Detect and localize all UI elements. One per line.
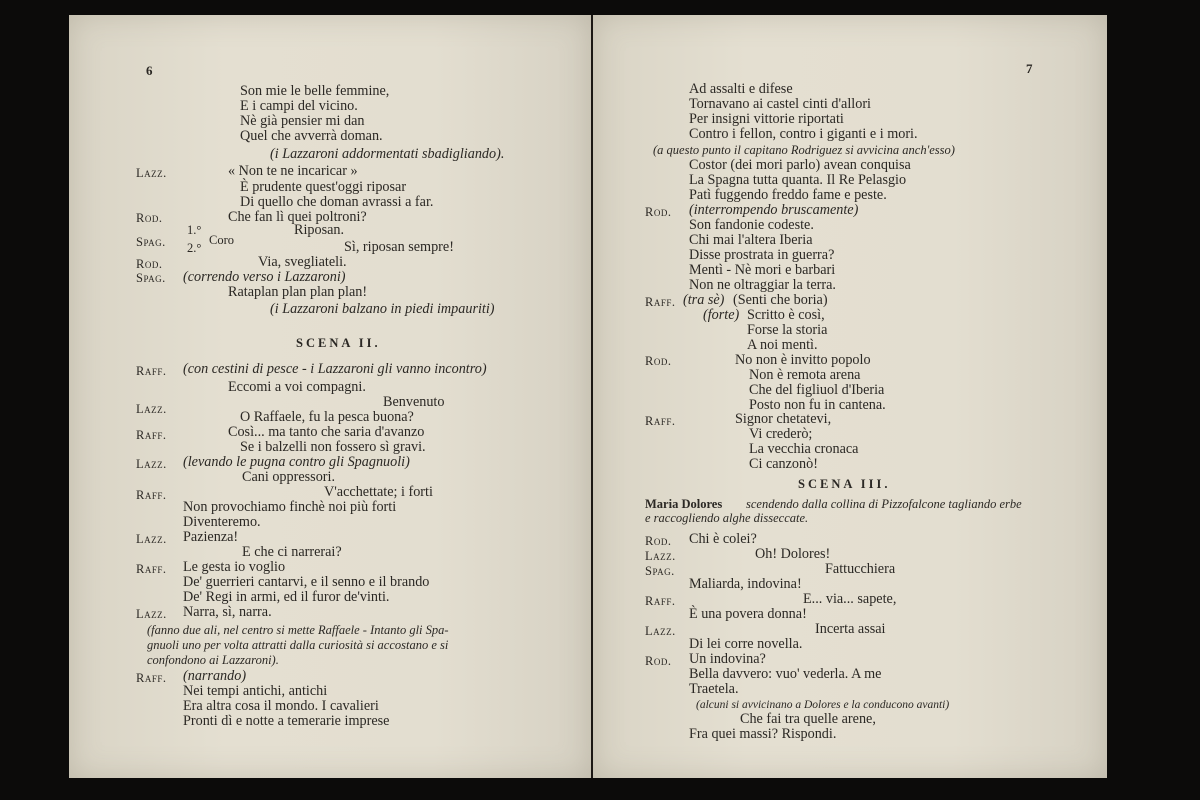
stage-direction: (fanno due ali, nel centro si mette Raffaele - Intanto gli Spa- bbox=[147, 623, 449, 637]
stage-direction: confondono ai Lazzaroni). bbox=[147, 653, 279, 667]
verse-line: Le gesta io voglio bbox=[183, 559, 286, 575]
stage-direction: (a questo punto il capitano Rodriguez si avvicina anch'esso) bbox=[653, 143, 955, 157]
verse-line: No non è invitto popolo bbox=[735, 352, 871, 368]
left-page bbox=[69, 15, 591, 778]
speaker-label: Spag. bbox=[645, 564, 675, 578]
verse-line: (Senti che boria) bbox=[733, 292, 828, 308]
verse-line: Che del figliuol d'Iberia bbox=[749, 382, 885, 398]
verse-line: Così... ma tanto che saria d'avanzo bbox=[228, 424, 425, 440]
stage-direction: gnuoli uno per volta attratti dalla curiosità si accostano e si bbox=[147, 638, 449, 652]
verse-line: Pazienza! bbox=[183, 529, 239, 545]
speaker-label: Rod. bbox=[645, 205, 672, 219]
verse-line: Di lei corre novella. bbox=[689, 636, 803, 652]
scene-heading: SCENA III. bbox=[798, 477, 891, 491]
verse-line: Riposan. bbox=[294, 222, 345, 238]
speaker-label: Rod. bbox=[136, 211, 163, 225]
verse-line: Che fan lì quei poltroni? bbox=[228, 209, 367, 225]
stage-direction: (levando le pugna contro gli Spagnuoli) bbox=[183, 454, 410, 470]
verse-line: Disse prostrata in guerra? bbox=[689, 247, 835, 263]
speaker-label: Rod. bbox=[136, 257, 163, 271]
verse-line: « Non te ne incaricar » bbox=[228, 163, 358, 179]
verse-line: Fra quei massi? Rispondi. bbox=[689, 726, 837, 742]
scene-heading: SCENA II. bbox=[296, 336, 381, 350]
verse-line: Patì fuggendo freddo fame e peste. bbox=[689, 187, 887, 203]
verse-line: Nè già pensier mi dan bbox=[240, 113, 365, 129]
verse-line: Fattucchiera bbox=[825, 561, 896, 577]
verse-line: Un indovina? bbox=[689, 651, 766, 667]
verse-line: De' Regi in armi, ed il furor de'vinti. bbox=[183, 589, 390, 605]
stage-direction: scendendo dalla collina di Pizzofalcone tagliando erbe bbox=[746, 497, 1022, 511]
verse-line: Forse la storia bbox=[747, 322, 828, 338]
verse-line: V'acchettate; i forti bbox=[324, 484, 433, 500]
speaker-label: Raff. bbox=[136, 428, 167, 442]
speaker-label: Raff. bbox=[136, 364, 167, 378]
verse-line: Diventeremo. bbox=[183, 514, 261, 530]
right-page bbox=[593, 15, 1107, 778]
verse-line: Se i balzelli non fossero sì gravi. bbox=[240, 439, 426, 455]
stage-direction: (forte) bbox=[703, 307, 740, 323]
speaker-label: Raff. bbox=[136, 488, 167, 502]
chorus-number: 1.° bbox=[187, 223, 202, 237]
stage-direction: (i Lazzaroni balzano in piedi impauriti) bbox=[270, 301, 495, 317]
speaker-label: Raff. bbox=[136, 562, 167, 576]
verse-line: E... via... sapete, bbox=[803, 591, 897, 607]
verse-line: Signor chetatevi, bbox=[735, 411, 832, 427]
verse-line: Ad assalti e difese bbox=[689, 81, 793, 97]
speaker-label: Raff. bbox=[645, 414, 676, 428]
verse-line: Di quello che doman avrassi a far. bbox=[240, 194, 434, 210]
character-name: Maria Dolores bbox=[645, 497, 723, 511]
verse-line: Son fandonie codeste. bbox=[689, 217, 814, 233]
page-number: 7 bbox=[1026, 61, 1033, 76]
chorus-label: Coro bbox=[209, 233, 234, 247]
verse-line: È prudente quest'oggi riposar bbox=[240, 179, 407, 195]
verse-line: Non ne oltraggiar la terra. bbox=[689, 277, 836, 293]
verse-line: A noi mentì. bbox=[747, 337, 818, 353]
verse-line: Bella davvero: vuo' vederla. A me bbox=[689, 666, 882, 682]
stage-direction: (interrompendo bruscamente) bbox=[689, 202, 859, 218]
speaker-label: Lazz. bbox=[136, 402, 167, 416]
verse-line: Per insigni vittorie riportati bbox=[689, 111, 844, 127]
verse-line: Maliarda, indovina! bbox=[689, 576, 802, 592]
speaker-label: Lazz. bbox=[136, 607, 167, 621]
speaker-label: Rod. bbox=[645, 534, 672, 548]
stage-direction: (alcuni si avvicinano a Dolores e la conducono avanti) bbox=[696, 699, 950, 711]
verse-line: Contro i fellon, contro i giganti e i mori. bbox=[689, 126, 918, 142]
stage-direction: (con cestini di pesce - i Lazzaroni gli vanno incontro) bbox=[183, 361, 487, 377]
verse-line: Tornavano ai castel cinti d'allori bbox=[689, 96, 871, 112]
verse-line: La Spagna tutta quanta. Il Re Pelasgio bbox=[689, 172, 907, 188]
page-number: 6 bbox=[146, 63, 153, 78]
verse-line: E che ci narrerai? bbox=[242, 544, 342, 560]
speaker-label: Raff. bbox=[645, 295, 676, 309]
speaker-label: Lazz. bbox=[136, 457, 167, 471]
speaker-label: Raff. bbox=[136, 671, 167, 685]
verse-line: Sì, riposan sempre! bbox=[344, 239, 454, 255]
verse-line: Quel che avverrà doman. bbox=[240, 128, 383, 144]
verse-line: O Raffaele, fu la pesca buona? bbox=[240, 409, 414, 425]
verse-line: Son mie le belle femmine, bbox=[240, 83, 390, 99]
speaker-label: Rod. bbox=[645, 354, 672, 368]
verse-line: Chi mai l'altera Iberia bbox=[689, 232, 813, 248]
verse-line: Narra, sì, narra. bbox=[183, 604, 272, 620]
verse-line: Era altra cosa il mondo. I cavalieri bbox=[183, 698, 379, 714]
speaker-label: Rod. bbox=[645, 654, 672, 668]
speaker-label: Lazz. bbox=[645, 549, 676, 563]
verse-line: Cani oppressori. bbox=[242, 469, 335, 485]
verse-line: Vi crederò; bbox=[749, 426, 813, 442]
verse-line: Rataplan plan plan plan! bbox=[228, 284, 368, 300]
verse-line: Pronti dì e notte a temerarie imprese bbox=[183, 713, 390, 729]
verse-line: E i campi del vicino. bbox=[240, 98, 358, 114]
speaker-label: Lazz. bbox=[645, 624, 676, 638]
verse-line: Scritto è così, bbox=[747, 307, 825, 323]
verse-line: Ci canzonò! bbox=[749, 456, 818, 472]
speaker-label: Lazz. bbox=[136, 166, 167, 180]
chorus-number: 2.° bbox=[187, 241, 202, 255]
verse-line: Traetela. bbox=[689, 681, 739, 697]
verse-line: Mentì - Nè mori e barbari bbox=[689, 262, 836, 278]
stage-direction: e raccogliendo alghe disseccate. bbox=[645, 511, 809, 525]
verse-line: Eccomi a voi compagni. bbox=[228, 379, 366, 395]
verse-line: Non provochiamo finchè noi più forti bbox=[183, 499, 397, 515]
verse-line: Costor (dei mori parlo) avean conquisa bbox=[689, 157, 911, 173]
verse-line: La vecchia cronaca bbox=[749, 441, 859, 457]
verse-line: Oh! Dolores! bbox=[755, 546, 831, 562]
verse-line: Via, svegliateli. bbox=[258, 254, 347, 270]
stage-direction: (i Lazzaroni addormentati sbadigliando). bbox=[270, 146, 505, 162]
verse-line: Benvenuto bbox=[383, 394, 445, 410]
verse-line: Posto non fu in cantena. bbox=[749, 397, 886, 413]
verse-line: Non è remota arena bbox=[749, 367, 861, 383]
verse-line: De' guerrieri cantarvi, e il senno e il brando bbox=[183, 574, 430, 590]
verse-line: Nei tempi antichi, antichi bbox=[183, 683, 328, 699]
stage-direction: (narrando) bbox=[183, 668, 247, 684]
verse-line: È una povera donna! bbox=[689, 606, 807, 622]
speaker-label: Raff. bbox=[645, 594, 676, 608]
speaker-label: Lazz. bbox=[136, 532, 167, 546]
stage-direction: (correndo verso i Lazzaroni) bbox=[183, 269, 346, 285]
speaker-label: Spag. bbox=[136, 235, 166, 249]
stage-direction: (tra sè) bbox=[683, 292, 725, 308]
verse-line: Che fai tra quelle arene, bbox=[740, 711, 876, 727]
verse-line: Chi è colei? bbox=[689, 531, 757, 547]
verse-line: Incerta assai bbox=[815, 621, 886, 637]
speaker-label: Spag. bbox=[136, 271, 166, 285]
